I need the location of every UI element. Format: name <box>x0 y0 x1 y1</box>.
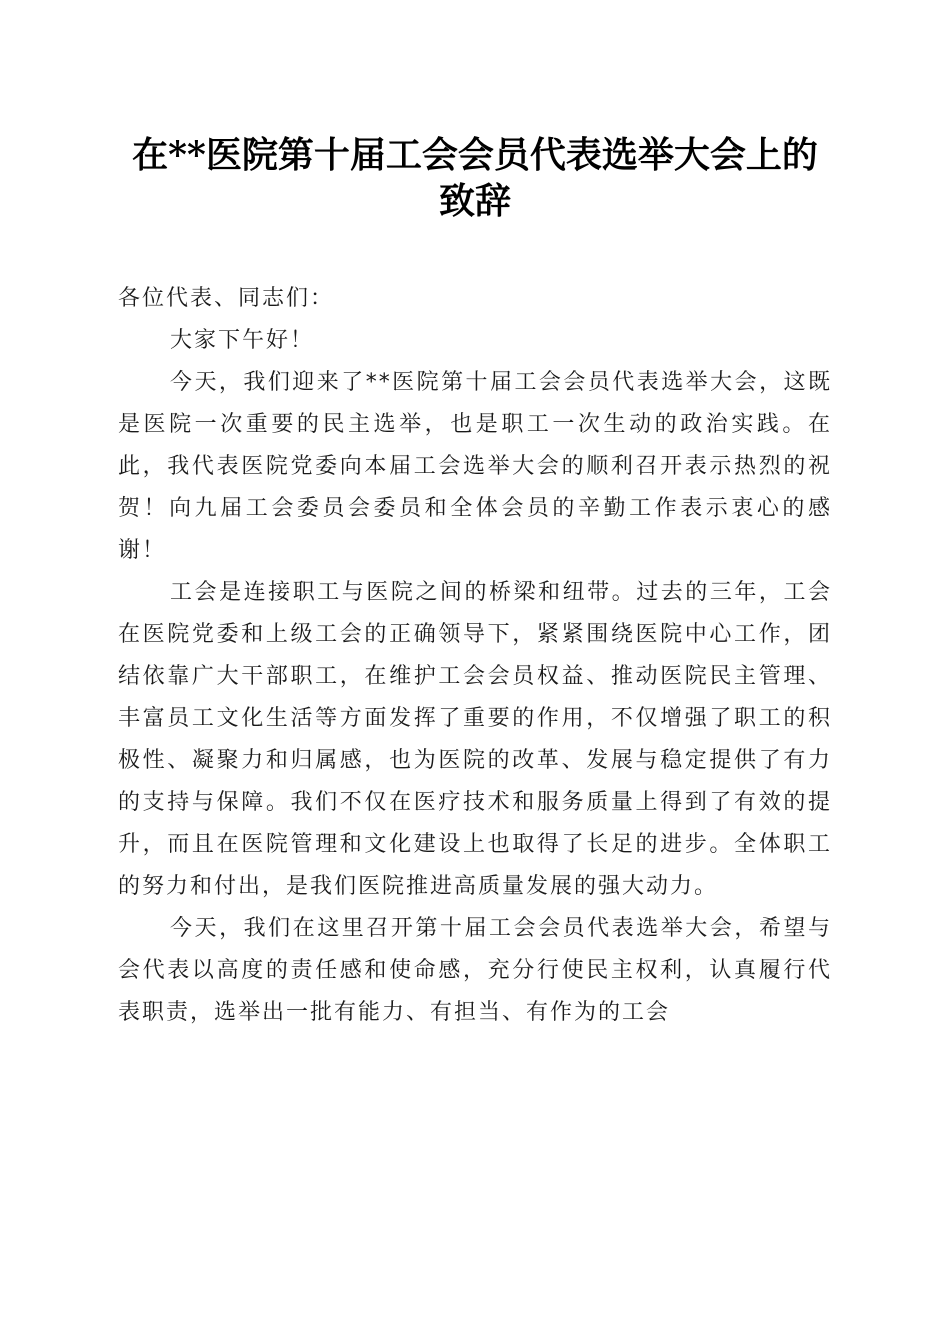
document-body <box>118 278 832 1034</box>
paragraph: 今天，我们在这里召开第十届工会会员代表选举大会，希望与会代表以高度的责任感和使命感，充分行使民主权利，认真履行代表职责，选举出一批有能力、有担当、有作为的工会 <box>118 916 832 1025</box>
document-title: 在**医院第十届工会会员代表选举大会上的致辞 <box>132 134 818 222</box>
paragraph: 今天，我们迎来了**医院第十届工会会员代表选举大会，这既是医院一次重要的民主选举，也是职工一次生动的政治实践。在此，我代表医院党委向本届工会选举大会的顺利召开表示热烈的祝贺！向九届工会委员会委员和全体会员的辛勤工作表示衷心的感谢！ <box>118 370 832 563</box>
greeting: 大家下午好！ <box>170 328 315 353</box>
salutation: 各位代表、同志们： <box>118 286 335 311</box>
paragraph: 工会是连接职工与医院之间的桥梁和纽带。过去的三年，工会在医院党委和上级工会的正确领导下，紧紧围绕医院中心工作，团结依靠广大干部职工，在维护工会会员权益、推动医院民主管理、丰富员工文化生活等方面发挥了重要的作用，不仅增强了职工的积极性、凝聚力和归属感，也为医院的改革、发展与稳定提供了有力的支持与保障。我们不仅在医疗技术和服务质量上得到了有效的提升，而且在医院管理和文化建设上也取得了长足的进步。全体职工的努力和付出，是我们医院推进高质量发展的强大动力。 <box>118 580 832 899</box>
